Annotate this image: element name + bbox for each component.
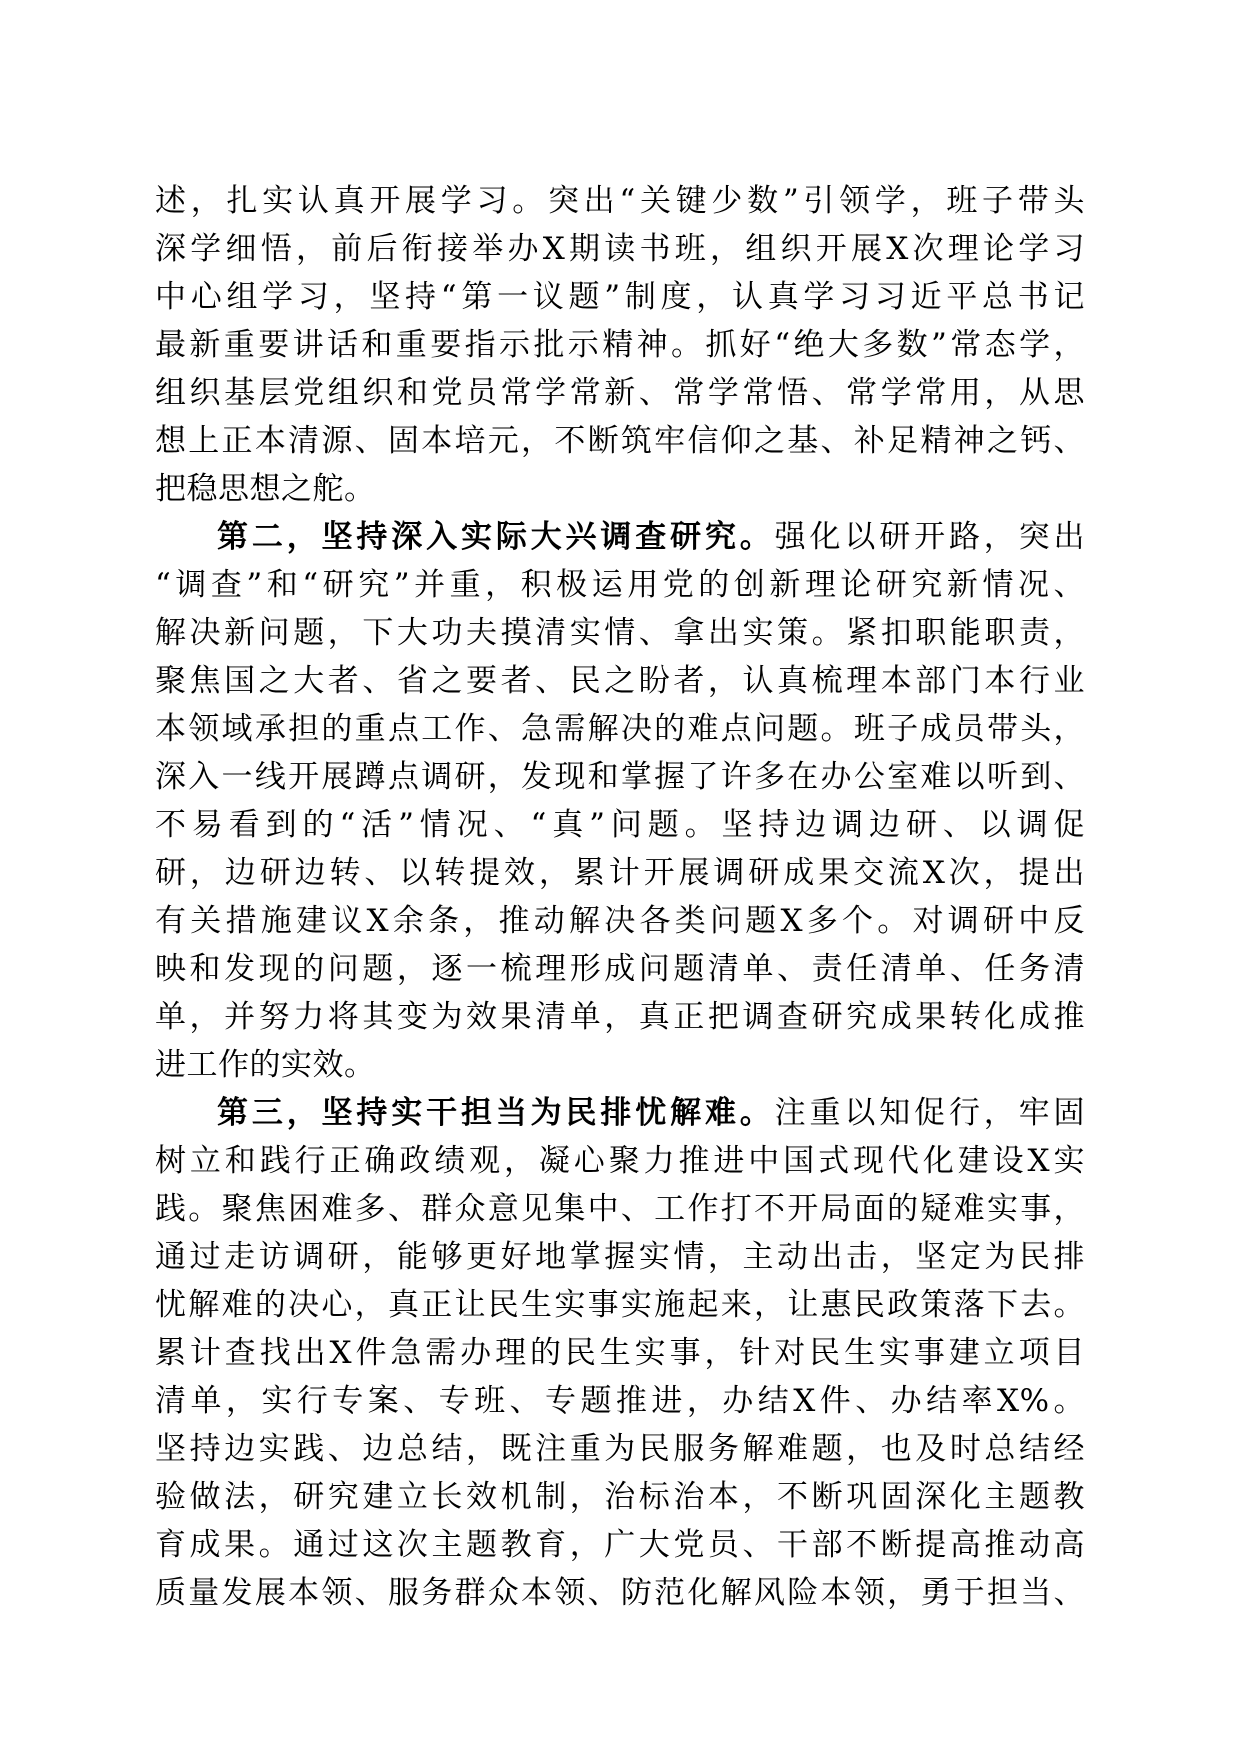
text-line: 树立和践行正确政绩观，凝心聚力推进中国式现代化建设X实 [155,1143,1085,1179]
text-line: 组织基层党组织和党员常学常新、常学常悟、常学常用，从思 [155,375,1085,411]
text-line: 验做法，研究建立长效机制，治标治本，不断巩固深化主题教 [155,1479,1085,1515]
text-line: 研，边研边转、以转提效，累计开展调研成果交流X次，提出 [155,855,1085,891]
text-line: 坚持边实践、边总结，既注重为民服务解难题，也及时总结经 [155,1431,1085,1467]
text-line: 进工作的实效。 [155,1047,376,1083]
text-line: 本领域承担的重点工作、急需解决的难点问题。班子成员带头， [155,711,1085,747]
section-heading: 第二，坚持深入实际大兴调查研究。 [217,519,775,555]
text-line: 育成果。通过这次主题教育，广大党员、干部不断提高推动高 [155,1527,1085,1563]
text-line: 通过走访调研，能够更好地掌握实情，主动出击，坚定为民排 [155,1239,1085,1275]
text-line: 映和发现的问题，逐一梳理形成问题清单、责任清单、任务清 [155,951,1085,987]
section-heading: 第三，坚持实干担当为民排忧解难。 [217,1095,775,1131]
text-line: 深入一线开展蹲点调研，发现和掌握了许多在办公室难以听到、 [155,759,1085,795]
text-line: “调查”和“研究”并重，积极运用党的创新理论研究新情况、 [155,567,1085,603]
text-line: 中心组学习，坚持“第一议题”制度，认真学习习近平总书记 [155,279,1085,315]
text-line: 不易看到的“活”情况、“真”问题。坚持边调边研、以调促 [155,807,1085,843]
text-line: 累计查找出X件急需办理的民生实事，针对民生实事建立项目 [155,1335,1085,1371]
text-line: 最新重要讲话和重要指示批示精神。抓好“绝大多数”常态学， [155,327,1085,363]
text-line: 深学细悟，前后衔接举办X期读书班，组织开展X次理论学习 [155,231,1085,267]
section-two-first-line [217,513,1085,561]
text-line: 述，扎实认真开展学习。突出“关键少数”引领学，班子带头 [155,183,1085,219]
text-line: 聚焦国之大者、省之要者、民之盼者，认真梳理本部门本行业 [155,663,1085,699]
section-three-first-line [217,1089,1085,1137]
section-text: 强化以研开路，突出 [774,519,1086,555]
text-line: 有关措施建议X余条，推动解决各类问题X多个。对调研中反 [155,903,1085,939]
text-line: 解决新问题，下大功夫摸清实情、拿出实策。紧扣职能职责， [155,615,1085,651]
text-line: 践。聚焦困难多、群众意见集中、工作打不开局面的疑难实事， [155,1191,1085,1227]
text-line: 把稳思想之舵。 [155,471,376,507]
text-line: 忧解难的决心，真正让民生实事实施起来，让惠民政策落下去。 [155,1287,1085,1323]
text-line: 质量发展本领、服务群众本领、防范化解风险本领，勇于担当、 [155,1575,1085,1611]
text-line: 单，并努力将其变为效果清单，真正把调查研究成果转化成推 [155,999,1085,1035]
text-line: 清单，实行专案、专班、专题推进，办结X件、办结率X%。 [155,1383,1085,1419]
section-text: 注重以知促行，牢固 [774,1095,1086,1131]
text-line: 想上正本清源、固本培元，不断筑牢信仰之基、补足精神之钙、 [155,423,1085,459]
